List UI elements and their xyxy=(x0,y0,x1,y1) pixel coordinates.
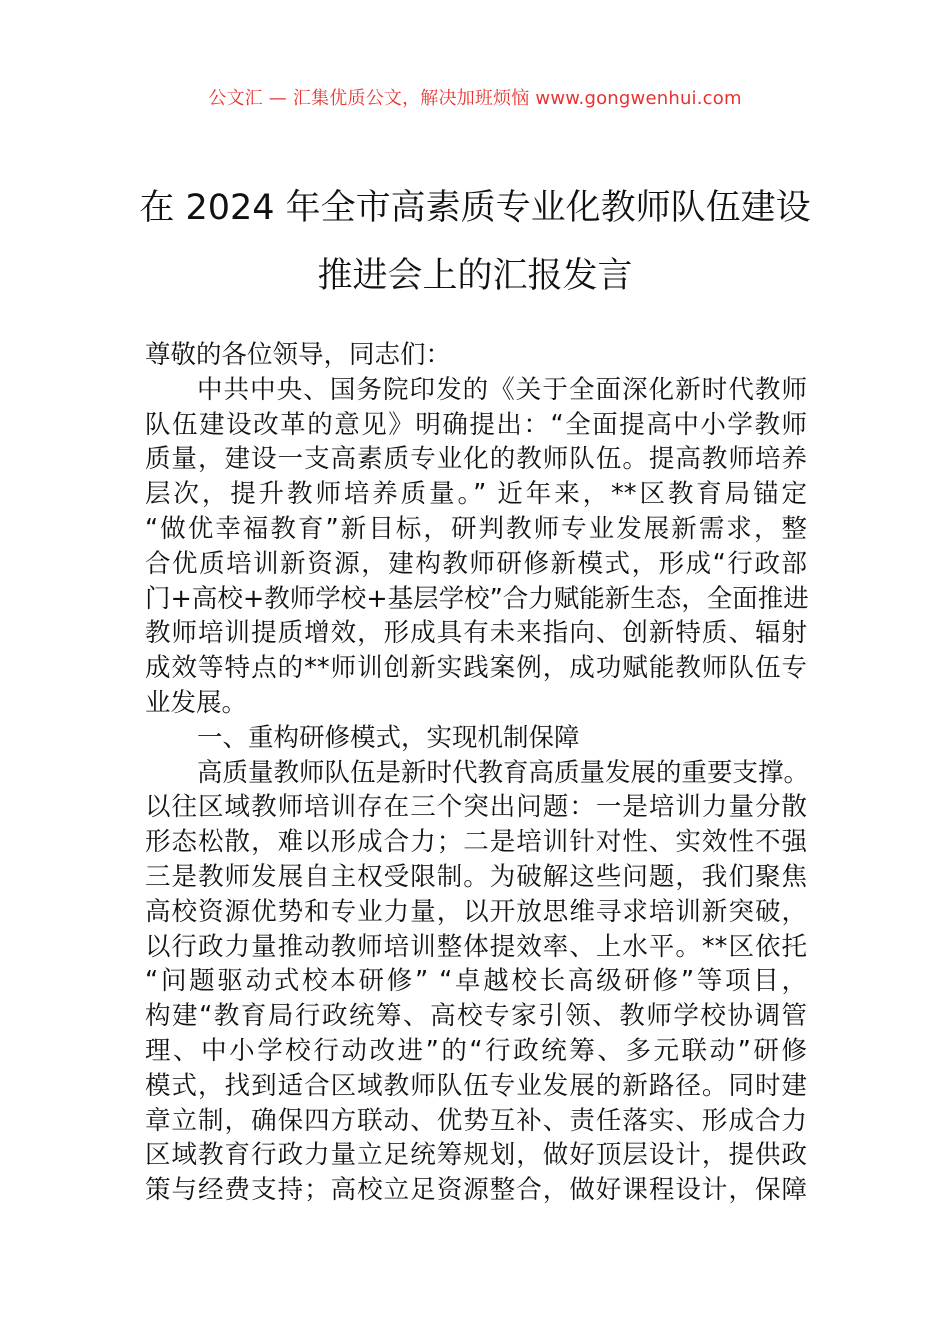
body-text-line: 形态松散，难以形成合力；二是培训针对性、实效性不强 xyxy=(145,827,807,858)
document-title-line-1: 在 2024 年全市高素质专业化教师队伍建设 xyxy=(139,188,811,228)
body-text-line: 中共中央、国务院印发的《关于全面深化新时代教师 xyxy=(197,374,807,405)
body-text-line: 高校资源优势和专业力量，以开放思维寻求培训新突破， xyxy=(145,896,807,927)
body-text-line: 业发展。 xyxy=(145,687,248,718)
body-text-line: 模式，找到适合区域教师队伍专业发展的新路径。同时建 xyxy=(145,1070,807,1101)
document-title-line-2: 推进会上的汇报发言 xyxy=(317,256,633,296)
site-watermark-header: 公文汇 — 汇集优质公文，解决加班烦恼 www.gongwenhui.com xyxy=(208,88,742,109)
document-body xyxy=(145,338,810,1208)
body-text-line: 理、中小学校行动改进”的“行政统筹、多元联动”研修 xyxy=(145,1035,807,1066)
body-text-line: 层次，提升教师培养质量。” 近年来，**区教育局锚定 xyxy=(145,479,807,510)
body-text-line: 成效等特点的**师训创新实践案例，成功赋能教师队伍专 xyxy=(145,653,807,684)
body-text-line: 以往区域教师培训存在三个突出问题：一是培训力量分散 xyxy=(145,792,807,823)
body-text-line: “做优幸福教育”新目标，研判教师专业发展新需求，整 xyxy=(145,513,807,544)
body-text-line: 门+高校+教师学校+基层学校”合力赋能新生态，全面推进 xyxy=(145,583,809,614)
body-text-line: 队伍建设改革的意见》明确提出：“全面提高中小学教师 xyxy=(145,409,807,440)
salutation: 尊敬的各位领导，同志们： xyxy=(145,340,452,370)
body-text-line: “问题驱动式校本研修” “卓越校长高级研修”等项目， xyxy=(145,966,807,997)
body-text-line: 三是教师发展自主权受限制。为破解这些问题，我们聚焦 xyxy=(145,861,807,892)
body-text-line: 策与经费支持；高校立足资源整合，做好课程设计，保障 xyxy=(145,1175,807,1206)
body-text-line: 高质量教师队伍是新时代教育高质量发展的重要支撑。 xyxy=(197,757,810,788)
body-text-line: 合优质培训新资源，建构教师研修新模式，形成“行政部 xyxy=(145,548,807,579)
body-text-line: 教师培训提质增效，形成具有未来指向、创新特质、辐射 xyxy=(145,618,807,649)
body-text-line: 构建“教育局行政统筹、高校专家引领、教师学校协调管 xyxy=(145,1001,807,1032)
body-text-line: 以行政力量推动教师培训整体提效率、上水平。**区依托 xyxy=(145,931,807,962)
body-text-line: 区域教育行政力量立足统筹规划，做好顶层设计，提供政 xyxy=(145,1140,807,1171)
section-heading: 一、重构研修模式，实现机制保障 xyxy=(197,722,580,753)
body-text-line: 质量，建设一支高素质专业化的教师队伍。提高教师培养 xyxy=(145,444,807,475)
body-text-line: 章立制，确保四方联动、优势互补、责任落实、形成合力 xyxy=(145,1105,807,1136)
